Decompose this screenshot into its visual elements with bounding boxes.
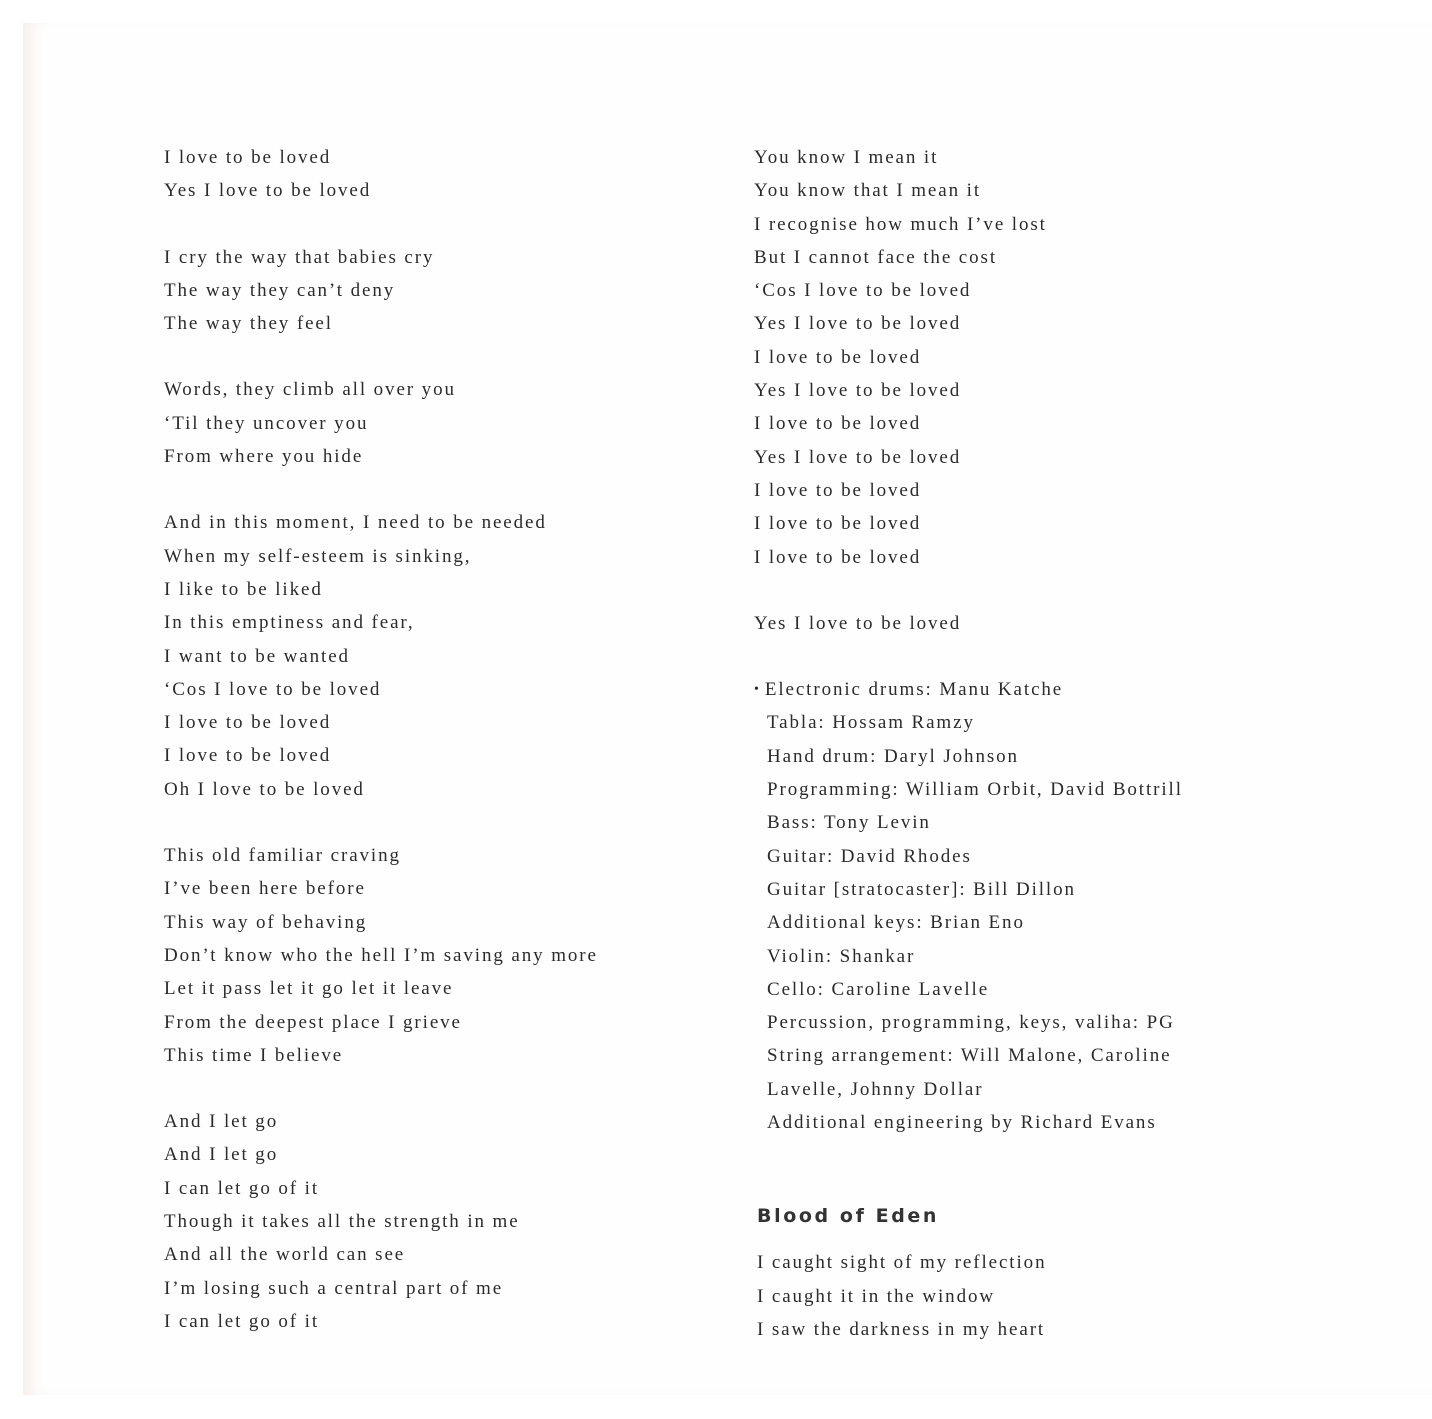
lyric-line: I love to be loved	[754, 513, 922, 535]
lyric-line: I can let go of it	[164, 1177, 320, 1199]
lyric-line: I love to be loved	[164, 745, 332, 767]
credits-list	[754, 673, 1183, 1139]
lyric-line: The way they feel	[164, 313, 333, 335]
lyric-line: I’ve been here before	[164, 878, 366, 900]
lyric-line: And all the world can see	[164, 1244, 406, 1266]
lyric-line: I want to be wanted	[164, 645, 350, 667]
lyric-line: And I let go	[164, 1111, 279, 1133]
song-lyrics	[754, 1246, 1183, 1346]
stanza	[164, 839, 598, 1072]
lyric-line: Let it pass let it go let it leave	[164, 978, 454, 1000]
lyric-line: Words, they climb all over you	[164, 379, 456, 401]
lyric-line: I love to be loved	[754, 346, 922, 368]
credit-line: Bass: Tony Levin	[767, 812, 931, 834]
lyric-line: Yes I love to be loved	[754, 446, 962, 468]
lyric-line: You know I mean it	[754, 147, 939, 168]
song-title: Blood of Eden	[757, 1205, 940, 1228]
stanza	[164, 241, 598, 341]
lyric-line: From the deepest place I grieve	[164, 1011, 462, 1033]
lyric-line: I caught it in the window	[757, 1285, 995, 1307]
credit-line: Guitar: David Rhodes	[767, 845, 972, 867]
lyric-line: I love to be loved	[754, 546, 922, 568]
credit-line: Violin: Shankar	[767, 945, 916, 967]
lyric-line: The way they can’t deny	[164, 279, 396, 301]
lyric-line: I’m losing such a central part of me	[164, 1277, 504, 1299]
credit-text: Electronic drums: Manu Katche	[764, 679, 1064, 701]
stanza	[164, 506, 598, 806]
lyric-line: Oh I love to be loved	[164, 778, 365, 800]
stanza	[164, 373, 598, 473]
lyric-line: I love to be loved	[754, 413, 922, 435]
lyrics-page	[23, 23, 1432, 1395]
credit-line: Guitar [stratocaster]: Bill Dillon	[767, 878, 1076, 900]
stanza	[754, 607, 1183, 640]
left-lyrics-column	[164, 141, 598, 1371]
lyric-line: I love to be loved	[754, 479, 922, 501]
lyric-line: I love to be loved	[164, 147, 332, 168]
lyric-line: And I let go	[164, 1144, 279, 1166]
credit-line: String arrangement: Will Malone, Caroline	[767, 1045, 1172, 1067]
stanza	[164, 141, 598, 208]
lyric-line: I like to be liked	[164, 578, 323, 600]
credit-line: Percussion, programming, keys, valiha: PG	[767, 1012, 1175, 1034]
lyric-line: Don’t know who the hell I’m saving any more	[164, 944, 598, 966]
credit-line: Lavelle, Johnny Dollar	[767, 1078, 984, 1100]
lyric-line: I saw the darkness in my heart	[757, 1318, 1046, 1340]
lyric-line: I love to be loved	[164, 712, 332, 734]
lyric-line: ‘Cos I love to be loved	[164, 678, 382, 700]
lyric-line: I caught sight of my reflection	[757, 1252, 1047, 1274]
lyric-line: Though it takes all the strength in me	[164, 1211, 520, 1233]
stanza	[754, 141, 1183, 574]
lyric-line: This old familiar craving	[164, 845, 401, 867]
credit-line: Tabla: Hossam Ramzy	[767, 712, 975, 734]
lyric-line: ‘Cos I love to be loved	[754, 280, 972, 302]
lyric-line: But I cannot face the cost	[754, 246, 998, 268]
lyric-line: This way of behaving	[164, 911, 368, 933]
lyric-line: I recognise how much I’ve lost	[754, 213, 1047, 235]
lyric-line: Yes I love to be loved	[754, 313, 962, 335]
credit-line: Hand drum: Daryl Johnson	[767, 745, 1019, 767]
credit-line: Programming: William Orbit, David Bottrill	[767, 779, 1183, 801]
lyric-line: When my self-esteem is sinking,	[164, 545, 472, 567]
lyric-line: ‘Til they uncover you	[164, 412, 369, 434]
lyric-line: Yes I love to be loved	[164, 180, 372, 202]
credit-line: Additional engineering by Richard Evans	[767, 1112, 1157, 1134]
lyric-line: I can let go of it	[164, 1310, 320, 1332]
lyric-line: Yes I love to be loved	[754, 380, 962, 402]
lyric-line: You know that I mean it	[754, 180, 982, 202]
lyric-line: And in this moment, I need to be needed	[164, 512, 547, 534]
credit-line: Cello: Caroline Lavelle	[767, 978, 990, 1000]
credit-line	[754, 673, 1183, 706]
lyric-line: In this emptiness and fear,	[164, 612, 415, 634]
credit-line: Additional keys: Brian Eno	[767, 912, 1025, 934]
lyric-line: Yes I love to be loved	[754, 612, 962, 634]
bullet-icon: •	[754, 682, 761, 698]
right-lyrics-column	[754, 141, 1183, 1346]
lyric-line: I cry the way that babies cry	[164, 246, 435, 268]
lyric-line: From where you hide	[164, 446, 364, 468]
lyric-line: This time I believe	[164, 1044, 344, 1066]
stanza	[164, 1105, 598, 1338]
